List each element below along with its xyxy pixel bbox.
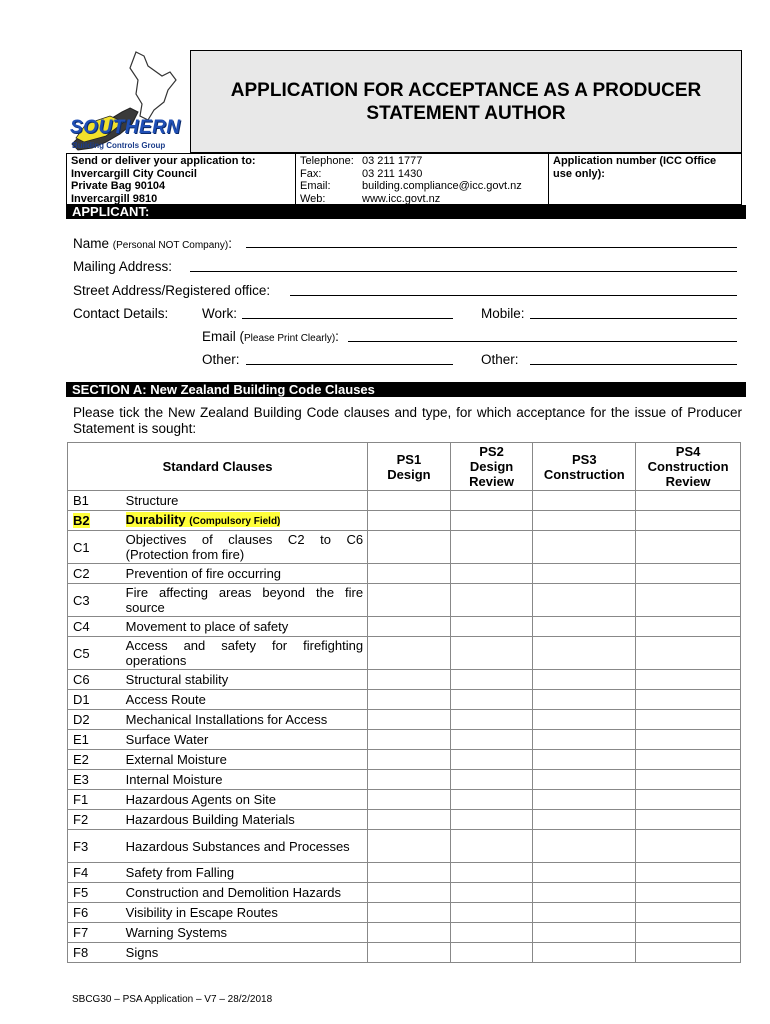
- clause-description: [124, 750, 368, 770]
- tick-cell-ps1[interactable]: [368, 710, 451, 730]
- clause-description: [124, 790, 368, 810]
- table-row: [68, 670, 741, 690]
- tick-cell-ps2[interactable]: [450, 511, 533, 531]
- email-label: Email:: [300, 180, 331, 192]
- table-row: [68, 750, 741, 770]
- work-label: Work:: [202, 306, 238, 321]
- clause-code-text: F3: [73, 838, 89, 854]
- clause-code: [68, 564, 124, 584]
- section-a-heading: SECTION A: New Zealand Building Code Clauses: [66, 382, 746, 397]
- header-ps1-line: PS1: [396, 451, 422, 467]
- header-ps4-line: PS4: [675, 444, 701, 459]
- section-a-intro: Please tick the New Zealand Building Code clauses and type, for which acceptance for the issue of Producer Statement is sought:: [73, 405, 742, 436]
- clause-code: [68, 637, 124, 670]
- tick-cell-ps4[interactable]: [636, 710, 741, 730]
- tick-cell-ps2[interactable]: [450, 710, 533, 730]
- table-row: [68, 491, 741, 511]
- tick-cell-ps1[interactable]: [368, 943, 451, 963]
- contact-info-table: [66, 153, 742, 205]
- tick-cell-ps3[interactable]: [533, 617, 636, 637]
- clause-code-text: C5: [73, 645, 90, 661]
- tick-cell-ps3[interactable]: [533, 670, 636, 690]
- header-ps4-line: Review: [665, 474, 711, 489]
- tick-cell-ps2[interactable]: [450, 670, 533, 690]
- clause-code-text: F7: [73, 925, 89, 940]
- table-row: [68, 637, 741, 670]
- tick-cell-ps2[interactable]: [450, 923, 533, 943]
- tick-cell-ps4[interactable]: [636, 810, 741, 830]
- tick-cell-ps3[interactable]: [533, 750, 636, 770]
- header-ps2-line: Review: [469, 474, 514, 489]
- tick-cell-ps1[interactable]: [368, 903, 451, 923]
- clause-code-text: F2: [73, 812, 89, 827]
- mobile-input[interactable]: [530, 318, 737, 319]
- table-row: [68, 690, 741, 710]
- header-ps3-line: PS3: [571, 451, 597, 467]
- tick-cell-ps3[interactable]: [533, 730, 636, 750]
- tick-cell-ps2[interactable]: [450, 750, 533, 770]
- name-label-group: [73, 236, 232, 251]
- clause-description-text: Surface Water: [125, 732, 209, 747]
- tick-cell-ps2[interactable]: [450, 584, 533, 617]
- clause-description-text: Hazardous Substances and Processes: [125, 838, 350, 854]
- clause-description: [124, 531, 368, 564]
- tick-cell-ps2[interactable]: [450, 690, 533, 710]
- tick-cell-ps2[interactable]: [450, 790, 533, 810]
- clause-description: [124, 617, 368, 637]
- logo-brand-text: SOUTHERN: [70, 117, 181, 138]
- header-ps1: [368, 443, 451, 491]
- table-row: [68, 531, 741, 564]
- tick-cell-ps4[interactable]: [636, 830, 741, 863]
- tick-cell-ps3[interactable]: [533, 810, 636, 830]
- header-ps2: [450, 443, 533, 491]
- tick-cell-ps3[interactable]: [533, 790, 636, 810]
- clause-description-text: Structural stability: [125, 672, 229, 687]
- tick-cell-ps1[interactable]: [368, 923, 451, 943]
- clause-code-text: E3: [73, 772, 89, 787]
- tick-cell-ps4[interactable]: [636, 903, 741, 923]
- header-ps1-line: Design: [387, 466, 431, 482]
- tick-cell-ps4[interactable]: [636, 584, 741, 617]
- clause-code: [68, 617, 124, 637]
- table-row: [68, 511, 741, 531]
- street-address-input[interactable]: [290, 295, 737, 296]
- clause-code-text: D2: [73, 712, 90, 727]
- compulsory-note: (Compulsory Field): [189, 516, 281, 527]
- clause-description: [124, 923, 368, 943]
- tick-cell-ps3[interactable]: [533, 770, 636, 790]
- tick-cell-ps4[interactable]: [636, 617, 741, 637]
- clause-code-text: B1: [73, 493, 89, 508]
- tick-cell-ps1[interactable]: [368, 810, 451, 830]
- clause-description-text: Warning Systems: [125, 925, 228, 940]
- clause-code-text: C3: [73, 592, 90, 608]
- table-row: [68, 730, 741, 750]
- clause-code: [68, 690, 124, 710]
- tick-cell-ps2[interactable]: [450, 564, 533, 584]
- clause-code-text: F1: [73, 792, 89, 807]
- clause-description: [124, 903, 368, 923]
- clause-description: [124, 943, 368, 963]
- tick-cell-ps1[interactable]: [368, 830, 451, 863]
- clause-code: [68, 770, 124, 790]
- tick-cell-ps3[interactable]: [533, 584, 636, 617]
- send-to-line: Private Bag 90104: [71, 180, 166, 192]
- header-ps3-line: Construction: [543, 466, 625, 482]
- table-row: [68, 943, 741, 963]
- tick-cell-ps3[interactable]: [533, 531, 636, 564]
- clause-code: [68, 531, 124, 564]
- tick-cell-ps4[interactable]: [636, 923, 741, 943]
- tick-cell-ps4[interactable]: [636, 531, 741, 564]
- clause-description: [124, 690, 368, 710]
- clause-description-text: Hazardous Building Materials: [125, 812, 295, 827]
- table-row: [68, 564, 741, 584]
- clause-code-text: D1: [73, 692, 90, 707]
- tick-cell-ps3[interactable]: [533, 637, 636, 670]
- telephone-label: Telephone:: [300, 155, 354, 167]
- tick-cell-ps1[interactable]: [368, 584, 451, 617]
- tick-cell-ps2[interactable]: [450, 770, 533, 790]
- name-colon: :: [228, 236, 232, 251]
- clause-code: [68, 584, 124, 617]
- send-to-line: Invercargill 9810: [71, 192, 158, 205]
- clause-code-text: E1: [73, 732, 89, 747]
- clause-description-text: Access Route: [125, 692, 206, 707]
- clause-description-text: Fire affecting areas beyond the fire source: [125, 585, 364, 615]
- logo-tagline: Building Controls Group: [72, 141, 166, 150]
- clause-code: [68, 943, 124, 963]
- clause-code-text: C1: [73, 539, 90, 555]
- tick-cell-ps1[interactable]: [368, 790, 451, 810]
- clause-code: [68, 903, 124, 923]
- clause-code: [68, 810, 124, 830]
- clause-description-text: External Moisture: [125, 752, 227, 767]
- mailing-address-input[interactable]: [190, 271, 737, 272]
- tick-cell-ps1[interactable]: [368, 863, 451, 883]
- clause-code: [68, 923, 124, 943]
- clause-description: [124, 670, 368, 690]
- tick-cell-ps4[interactable]: [636, 730, 741, 750]
- tick-cell-ps1[interactable]: [368, 883, 451, 903]
- tick-cell-ps3[interactable]: [533, 903, 636, 923]
- tick-cell-ps3[interactable]: [533, 710, 636, 730]
- tick-cell-ps4[interactable]: [636, 511, 741, 531]
- tick-cell-ps4[interactable]: [636, 883, 741, 903]
- clause-code: [68, 491, 124, 511]
- clause-description-text: Objectives of clauses C2 to C6 (Protection from fire): [125, 532, 364, 562]
- clause-code-text: F6: [73, 905, 89, 920]
- table-row: [68, 770, 741, 790]
- clause-description: [124, 710, 368, 730]
- tick-cell-ps1[interactable]: [368, 637, 451, 670]
- tick-cell-ps4[interactable]: [636, 690, 741, 710]
- name-label: Name: [73, 236, 110, 251]
- tick-cell-ps3[interactable]: [533, 564, 636, 584]
- tick-cell-ps2[interactable]: [450, 863, 533, 883]
- tick-cell-ps3[interactable]: [533, 923, 636, 943]
- street-address-label: Street Address/Registered office:: [73, 283, 271, 298]
- clause-code-text: B2: [73, 513, 90, 528]
- tick-cell-ps4[interactable]: [636, 750, 741, 770]
- send-to-line: Send or deliver your application to:: [71, 155, 256, 167]
- table-row: [68, 883, 741, 903]
- name-input[interactable]: [246, 247, 737, 248]
- name-note: (Personal NOT Company): [112, 240, 229, 251]
- clause-description: [124, 491, 368, 511]
- clause-description: [124, 810, 368, 830]
- applicant-email-input[interactable]: [348, 341, 737, 342]
- compulsory-highlight: [126, 512, 281, 527]
- tick-cell-ps2[interactable]: [450, 617, 533, 637]
- clause-description-text: Hazardous Agents on Site: [125, 792, 276, 807]
- header-ps2-line: Design: [469, 459, 514, 474]
- send-to-line: Invercargill City Council: [71, 167, 197, 180]
- tick-cell-ps1[interactable]: [368, 511, 451, 531]
- tick-cell-ps2[interactable]: [450, 943, 533, 963]
- tick-cell-ps3[interactable]: [533, 491, 636, 511]
- clause-code: [68, 863, 124, 883]
- tick-cell-ps3[interactable]: [533, 511, 636, 531]
- table-row: [68, 830, 741, 863]
- clause-code-text: C2: [73, 566, 90, 581]
- clause-description-text: Movement to place of safety: [125, 619, 289, 634]
- clauses-table: [67, 442, 741, 963]
- tick-cell-ps2[interactable]: [450, 810, 533, 830]
- clause-code: [68, 730, 124, 750]
- tick-cell-ps2[interactable]: [450, 491, 533, 511]
- clause-code: [68, 883, 124, 903]
- applicant-email-label: Email (: [202, 329, 245, 344]
- clause-description: [124, 564, 368, 584]
- page-title: [190, 79, 742, 125]
- tick-cell-ps2[interactable]: [450, 830, 533, 863]
- email-link[interactable]: building.compliance@icc.govt.nz: [362, 180, 522, 192]
- tick-cell-ps3[interactable]: [533, 943, 636, 963]
- clause-description: [124, 584, 368, 617]
- tick-cell-ps1[interactable]: [368, 670, 451, 690]
- mobile-label: Mobile:: [481, 306, 525, 321]
- tick-cell-ps1[interactable]: [368, 617, 451, 637]
- table-row: [68, 617, 741, 637]
- tick-cell-ps4[interactable]: [636, 564, 741, 584]
- table-row: [68, 923, 741, 943]
- tick-cell-ps4[interactable]: [636, 670, 741, 690]
- email-label-group: [202, 329, 339, 344]
- table-row: [68, 710, 741, 730]
- clause-description-text: Signs: [125, 945, 159, 960]
- tick-cell-ps1[interactable]: [368, 690, 451, 710]
- clause-code: [68, 750, 124, 770]
- application-number-field[interactable]: Application number (ICC Office use only):: [553, 155, 717, 180]
- work-phone-input[interactable]: [242, 318, 453, 319]
- clause-description-text: Visibility in Escape Routes: [125, 905, 278, 920]
- clause-description: [124, 730, 368, 750]
- header-ps3: [533, 443, 636, 491]
- tick-cell-ps2[interactable]: [450, 730, 533, 750]
- tick-cell-ps2[interactable]: [450, 531, 533, 564]
- clause-description-text: Mechanical Installations for Access: [125, 712, 328, 727]
- clause-code-text: F8: [73, 945, 89, 960]
- title-line-1: APPLICATION FOR ACCEPTANCE AS A PRODUCER: [230, 80, 702, 101]
- applicant-email-colon: :: [335, 329, 339, 344]
- table-row: [68, 790, 741, 810]
- clause-code-text: F5: [73, 885, 89, 900]
- clause-description-text: Safety from Falling: [125, 865, 235, 880]
- clause-code-text: C4: [73, 619, 90, 634]
- tick-cell-ps2[interactable]: [450, 903, 533, 923]
- mailing-address-label: Mailing Address:: [73, 259, 173, 274]
- tick-cell-ps1[interactable]: [368, 750, 451, 770]
- tick-cell-ps1[interactable]: [368, 491, 451, 511]
- clause-description: [124, 883, 368, 903]
- table-header-row: [68, 443, 741, 491]
- clause-description: [124, 511, 368, 531]
- clause-description: [124, 637, 368, 670]
- header-ps4: [636, 443, 741, 491]
- tick-cell-ps1[interactable]: [368, 770, 451, 790]
- tick-cell-ps4[interactable]: [636, 770, 741, 790]
- applicant-heading: APPLICANT:: [66, 205, 746, 219]
- tick-cell-ps4[interactable]: [636, 491, 741, 511]
- tick-cell-ps3[interactable]: [533, 863, 636, 883]
- table-row: [68, 810, 741, 830]
- phone-block: [296, 154, 549, 204]
- clause-code: [68, 511, 124, 531]
- clause-description-text: Prevention of fire occurring: [125, 566, 282, 581]
- other-input-2[interactable]: [530, 364, 737, 365]
- fax-value: 03 211 1430: [362, 167, 423, 180]
- clause-description-text: Structure: [125, 493, 179, 508]
- clause-description-text: Durability: [125, 512, 186, 527]
- footer-version: SBCG30 – PSA Application – V7 – 28/2/2018: [72, 994, 273, 1005]
- tick-cell-ps3[interactable]: [533, 830, 636, 863]
- tick-cell-ps4[interactable]: [636, 863, 741, 883]
- clause-code-text: F4: [73, 865, 89, 880]
- web-label: Web:: [300, 192, 326, 205]
- clause-description-text: Internal Moisture: [125, 772, 223, 787]
- tick-cell-ps1[interactable]: [368, 730, 451, 750]
- clause-code-text: E2: [73, 752, 89, 767]
- header-standard-clauses: Standard Clauses: [68, 443, 368, 491]
- tick-cell-ps3[interactable]: [533, 883, 636, 903]
- applicant-email-note: Please Print Clearly): [244, 333, 336, 344]
- other-label-2: Other:: [481, 352, 519, 367]
- telephone-value: 03 211 1777: [362, 155, 423, 167]
- tick-cell-ps4[interactable]: [636, 943, 741, 963]
- clause-code-text: C6: [73, 672, 90, 687]
- other-input[interactable]: [246, 364, 453, 365]
- tick-cell-ps2[interactable]: [450, 883, 533, 903]
- contact-details-label: Contact Details:: [73, 306, 169, 321]
- table-row: [68, 584, 741, 617]
- table-row: [68, 903, 741, 923]
- title-line-2: STATEMENT AUTHOR: [366, 103, 566, 124]
- tick-cell-ps1[interactable]: [368, 531, 451, 564]
- tick-cell-ps4[interactable]: [636, 637, 741, 670]
- clause-description: [124, 830, 368, 863]
- clause-code: [68, 830, 124, 863]
- tick-cell-ps1[interactable]: [368, 564, 451, 584]
- clause-code: [68, 670, 124, 690]
- fax-label: Fax:: [300, 167, 322, 180]
- clause-description-text: Construction and Demolition Hazards: [125, 885, 341, 900]
- send-to-block: [67, 154, 296, 204]
- header-ps2-line: PS2: [479, 444, 504, 459]
- clause-code: [68, 710, 124, 730]
- tick-cell-ps4[interactable]: [636, 790, 741, 810]
- clause-code: [68, 790, 124, 810]
- table-row: [68, 863, 741, 883]
- tick-cell-ps3[interactable]: [533, 690, 636, 710]
- header-ps4-line: Construction: [647, 459, 729, 474]
- clause-description: [124, 770, 368, 790]
- clause-description-text: Access and safety for firefighting operations: [125, 638, 364, 668]
- other-label: Other:: [202, 352, 240, 367]
- web-link[interactable]: www.icc.govt.nz: [362, 192, 441, 205]
- tick-cell-ps2[interactable]: [450, 637, 533, 670]
- clause-description: [124, 863, 368, 883]
